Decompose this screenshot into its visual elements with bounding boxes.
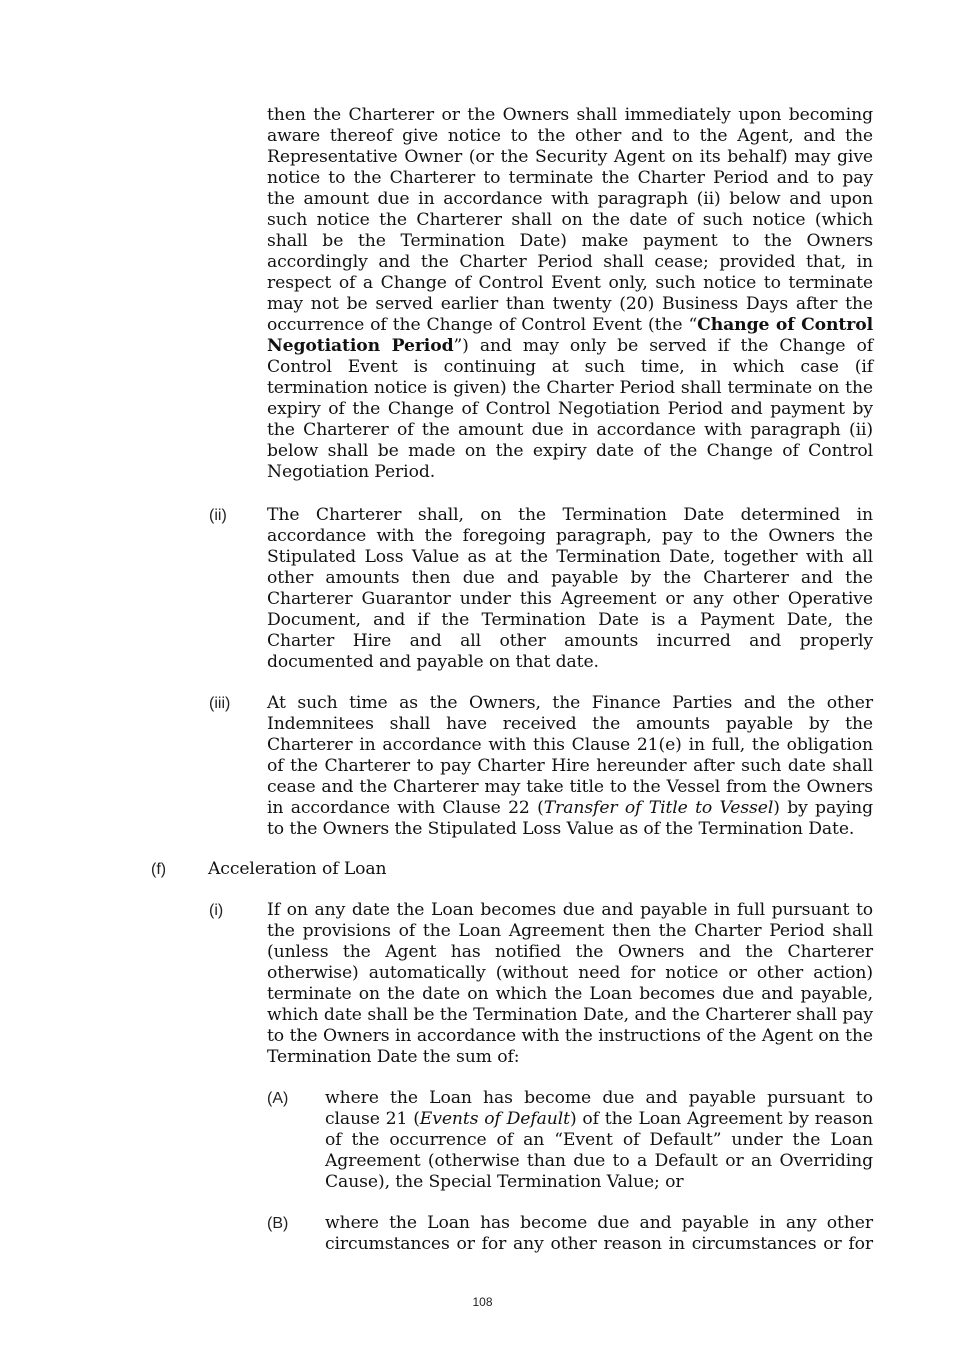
item-ii-paragraph: The Charterer shall, on the Termination Date determined in accordance with the foregoing paragraph, pay to the Owners the Stipulated Loss Value as at the Termination Date, together with all other amounts then due and payable by the Charterer and the Charterer Guarantor under this Agreement or any other Operative Document, and if the Termination Date is a Payment Date, the Charter Hire and all other amounts incurred and properly documented and payable on that date. bbox=[267, 505, 873, 672]
section-f-label: (f) bbox=[151, 861, 167, 878]
clause-reference: Events of Default bbox=[419, 1109, 570, 1129]
item-B-label: (B) bbox=[267, 1215, 289, 1232]
item-iii-label: (iii) bbox=[209, 695, 231, 712]
item-f-i-paragraph: If on any date the Loan becomes due and payable in full pursuant to the provisions of the Loan Agreement then the Charter Period shall (unless the Agent has notified the Owners and the Charterer otherwise) automatically (without need for notice or other action) terminate on the date on which the Loan becomes due and payable, which date shall be the Termination Date, and the Charterer shall pay to the Owners in accordance with the instructions of the Agent on the Termination Date the sum of: bbox=[267, 900, 873, 1067]
clause-reference: Transfer of Title to Vessel bbox=[543, 798, 774, 818]
continuation-paragraph: then the Charterer or the Owners shall immediately upon becoming aware thereof give notice to the other and to the Agent, and the Representative Owner (or the Security Agent on its behalf) may give notice to the Charterer to terminate the Charter Period and to pay the amount due in accordance with paragraph (ii) below and upon such notice the Charterer shall on the date of such notice (which shall be the Termination Date) make payment to the Owners accordingly and the Charter Period shall cease; provided that, in respect of a Change of Control Event only, such notice to terminate may not be served earlier than twenty (20) Business Days after the occurrence of the Change of Control Event (the “Change of Control Negotiation Period”) and may only be served if the Change of Control Event is continuing at such time, in which case (if termination notice is given) the Charter Period shall terminate on the expiry of the Change of Control Negotiation Period and payment by the Charterer of the amount due in accordance with paragraph (ii) below shall be made on the expiry date of the Change of Control Negotiation Period. bbox=[267, 105, 874, 482]
section-f-heading: Acceleration of Loan bbox=[208, 859, 387, 879]
defined-term: Change of Control Negotiation Period bbox=[267, 315, 874, 356]
item-B-paragraph: where the Loan has become due and payable in any other circumstances or for any other reason in circumstances or for bbox=[325, 1213, 873, 1254]
item-ii-label: (ii) bbox=[209, 507, 227, 524]
item-A-paragraph: where the Loan has become due and payable pursuant to clause 21 (Events of Default) of the Loan Agreement by reason of the occurrence of an “Event of Default” under the Loan Agreement (otherwise than due to a Default or an Overriding Cause), the Special Termination Value; or bbox=[325, 1088, 873, 1192]
item-f-i-label: (i) bbox=[209, 902, 224, 919]
page-number: 108 bbox=[472, 1295, 493, 1309]
item-A-label: (A) bbox=[267, 1090, 289, 1107]
item-iii-paragraph: At such time as the Owners, the Finance Parties and the other Indemnitees shall have received the amounts payable by the Charterer in accordance with this Clause 21(e) in full, the obligation of the Charterer to pay Charter Hire hereunder after such date shall cease and the Charterer may take title to the Vessel from the Owners in accordance with Clause 22 (Transfer of Title to Vessel) by paying to the Owners the Stipulated Loss Value as of the Termination Date. bbox=[267, 693, 873, 839]
